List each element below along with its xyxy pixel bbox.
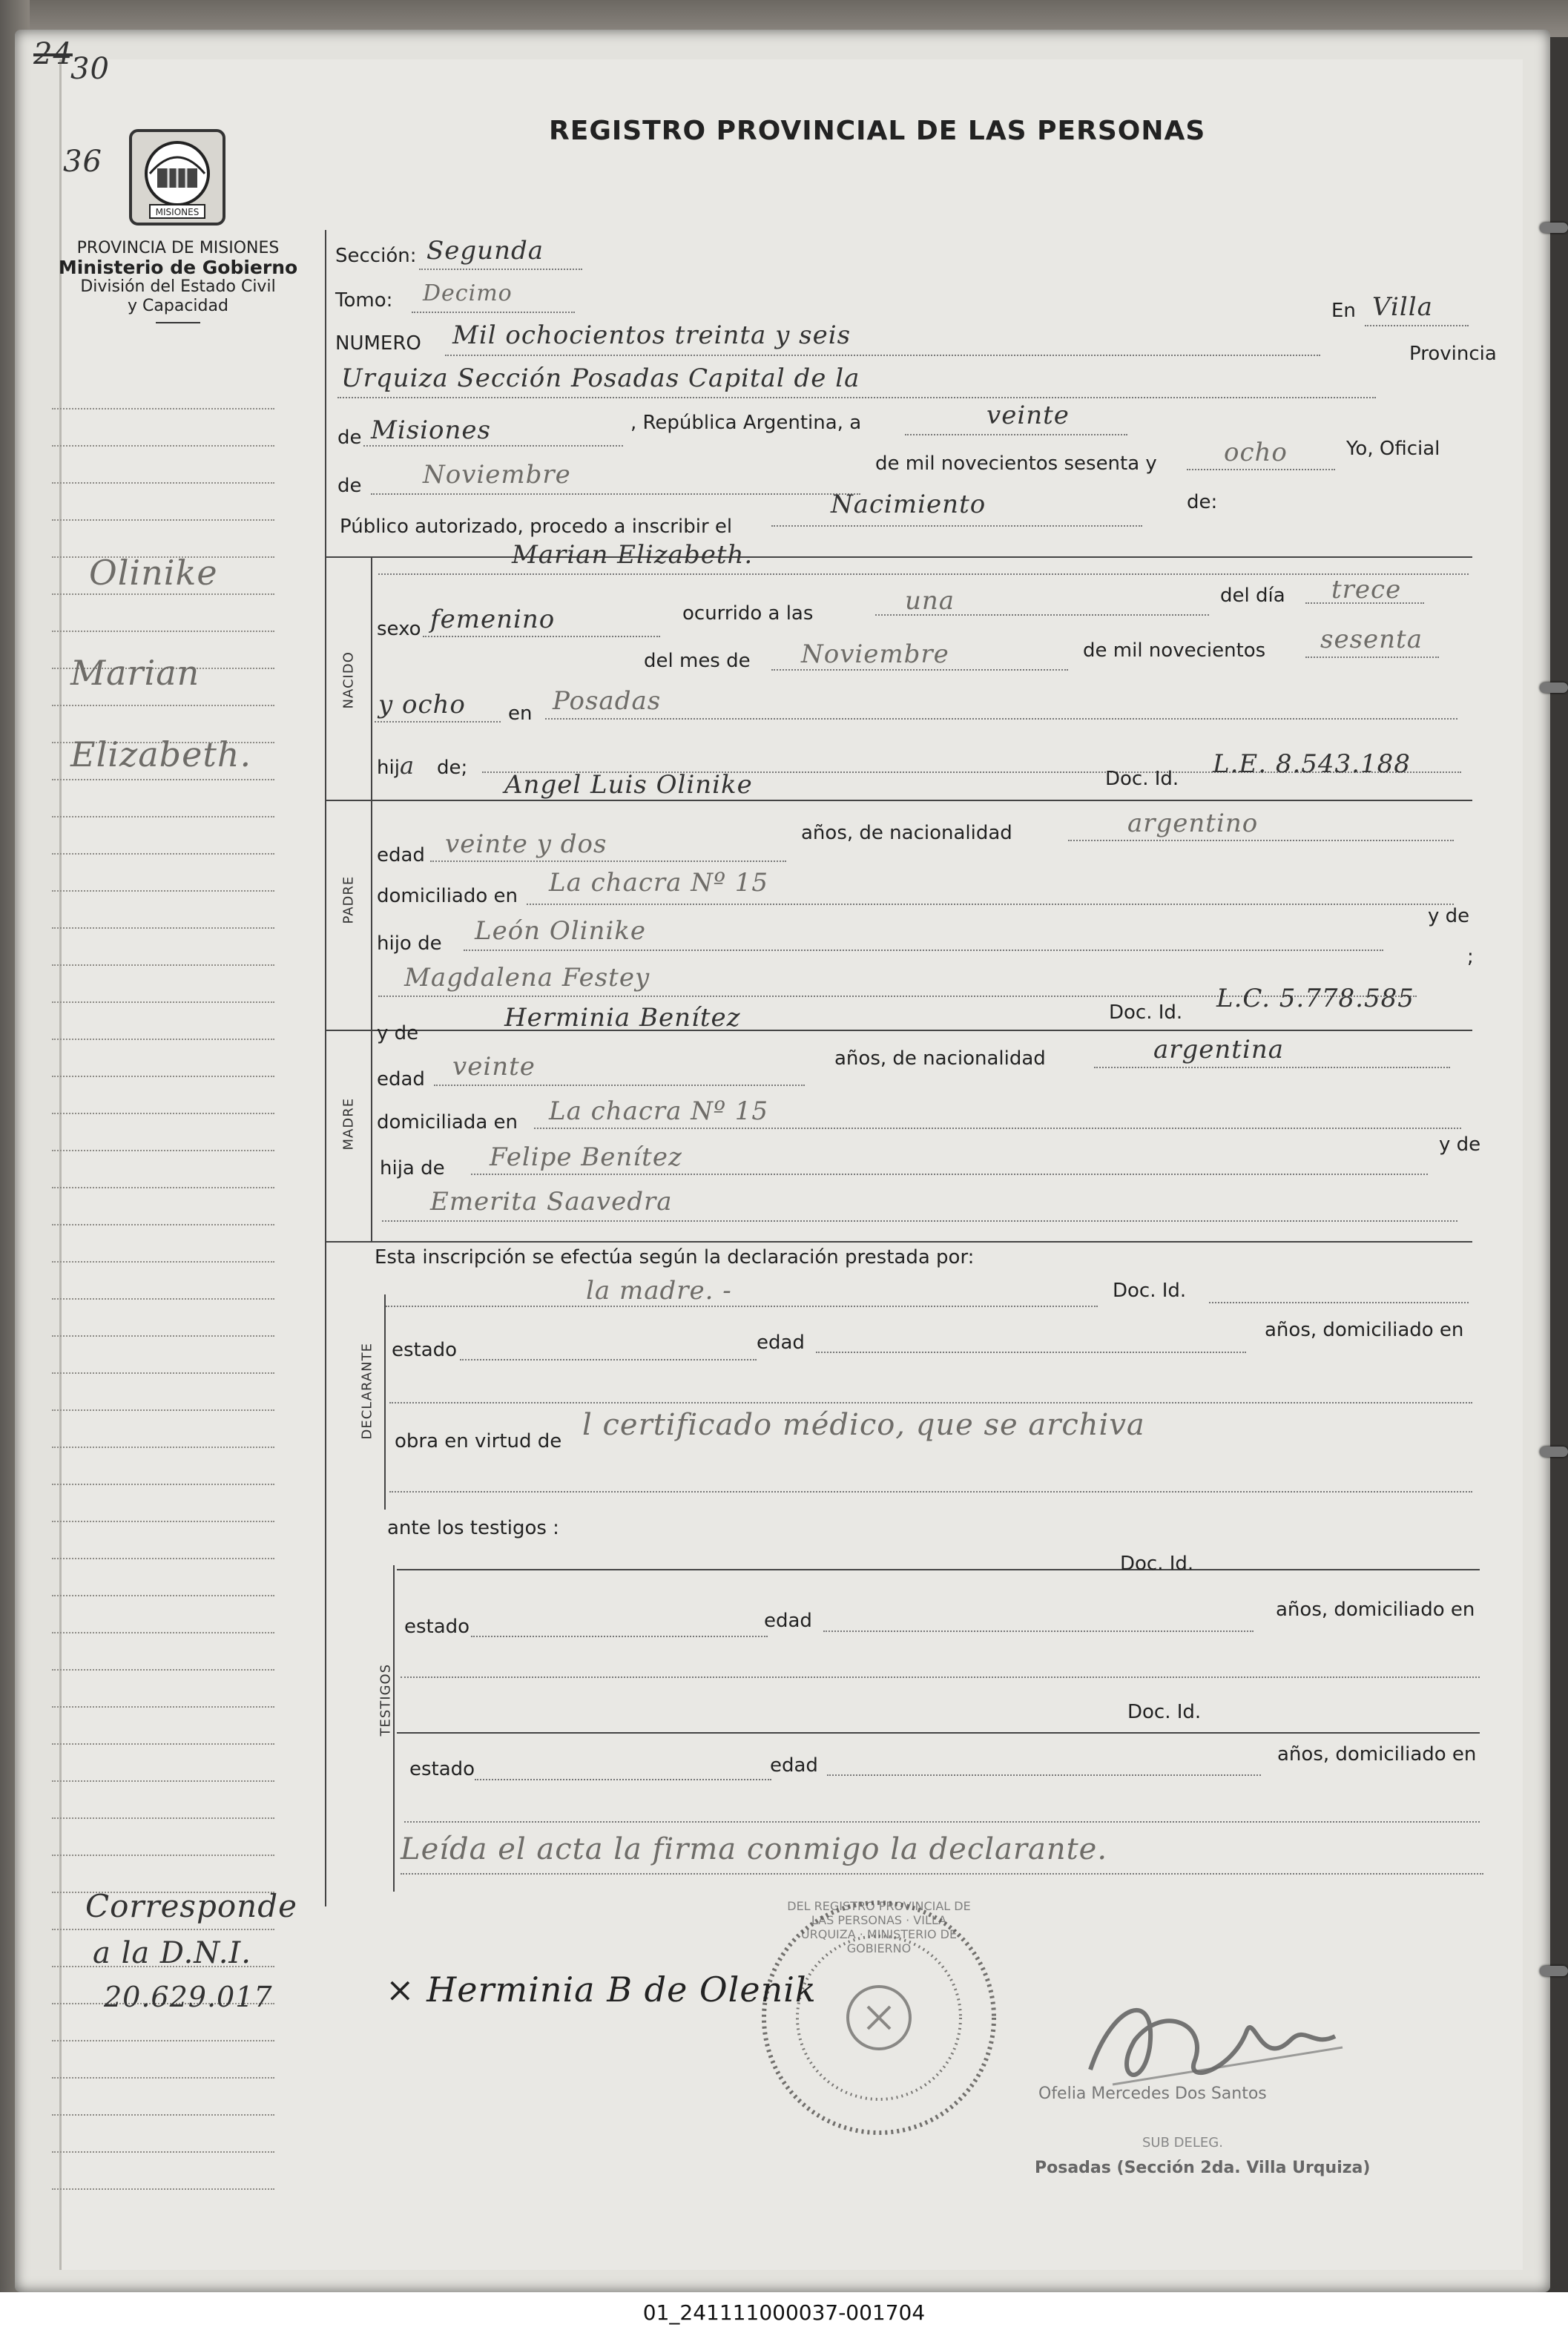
seccion-label: Sección:: [335, 245, 417, 267]
hijo-gender-value: a: [399, 751, 415, 780]
nacido-mil-label: de mil novecientos: [1083, 639, 1266, 662]
coat-of-arms-icon: [128, 128, 227, 227]
en-value: Villa: [1372, 292, 1433, 322]
madre-dom-value: La chacra Nº 15: [549, 1096, 769, 1126]
madre-nac-value: argentina: [1153, 1035, 1285, 1065]
section-label-testigos: TESTIGOS: [378, 1663, 394, 1737]
declarante-edad-label: edad: [757, 1332, 805, 1354]
capacity-label: y Capacidad: [128, 297, 228, 315]
nacido-anio-value-1: sesenta: [1320, 625, 1423, 654]
division-label: División del Estado Civil: [80, 277, 276, 296]
margin-note-corresponde: Corresponde: [85, 1888, 297, 1924]
padre-name-value: Angel Luis Olinike: [504, 770, 753, 800]
acto-value: Nacimiento: [831, 490, 986, 519]
tomo-value: Decimo: [423, 280, 513, 306]
obra-value: l certificado médico, que se archiva: [582, 1408, 1145, 1442]
nacido-mes-value: Noviembre: [801, 639, 949, 669]
padre-hijo-label: hijo de: [377, 932, 442, 955]
tomo-label: Tomo:: [335, 289, 393, 312]
page-number-struck: 24: [33, 37, 73, 71]
madre-hija-value: Felipe Benítez: [490, 1142, 682, 1172]
ministry-label: Ministerio de Gobierno: [58, 257, 298, 278]
padre-doc-label: Doc. Id.: [1105, 768, 1179, 790]
binder-ring: [1540, 682, 1568, 693]
declarante-signature: × Herminia B de Olenik: [386, 1970, 817, 2010]
ministry-divider: [156, 322, 200, 323]
year-value: ocho: [1224, 438, 1288, 467]
de-label-2: de: [337, 475, 362, 497]
madre-hija-label: hija de: [380, 1157, 445, 1179]
margin-note-surname: Olinike: [89, 553, 218, 593]
mil-label: de mil novecientos sesenta y: [875, 453, 1157, 475]
leida-text: Leída el acta la firma conmigo la declarante.: [401, 1832, 1108, 1866]
madre-name-value: Herminia Benítez: [504, 1003, 741, 1033]
madre-doc-label: Doc. Id.: [1109, 1001, 1183, 1024]
padre-nac-label: años, de nacionalidad: [801, 822, 1012, 844]
obra-label: obra en virtud de: [395, 1430, 562, 1452]
hora-value: una: [905, 586, 955, 616]
testigos-intro: ante los testigos :: [387, 1517, 559, 1539]
de-colon-label: de:: [1187, 491, 1218, 513]
nacido-anio-value-2: y ocho: [378, 690, 466, 720]
en-label: En: [1331, 300, 1356, 322]
lugar-value: Posadas: [553, 686, 662, 716]
yo-label: Yo, Oficial: [1346, 438, 1440, 460]
margin-note-dni: a la D.N.I.: [93, 1936, 251, 1970]
form-left-border: [325, 230, 326, 1906]
place-line-value: Urquiza Sección Posadas Capital de la: [341, 363, 860, 393]
sexo-value: femenino: [430, 605, 556, 634]
del-mes-label: del mes de: [644, 650, 751, 672]
testigo2-edad-label: edad: [770, 1754, 818, 1777]
padre-madre-value: Magdalena Festey: [404, 963, 650, 993]
section-label-madre: MADRE: [340, 1097, 357, 1151]
testigo2-estado-label: estado: [409, 1758, 475, 1780]
dia-value: veinte: [986, 401, 1070, 430]
section-label-padre: PADRE: [340, 875, 357, 924]
padre-edad-label: edad: [377, 844, 425, 866]
province-label: PROVINCIA DE MISIONES: [76, 239, 280, 257]
binder-ring: [1540, 1966, 1568, 1976]
ministry-block: [37, 239, 319, 323]
official-place: Posadas (Sección 2da. Villa Urquiza): [1035, 2159, 1371, 2177]
sexo-label: sexo: [377, 618, 421, 640]
padre-doc-value: L.E. 8.543.188: [1213, 749, 1411, 779]
official-name: Ofelia Mercedes Dos Santos: [1038, 2084, 1267, 2103]
republica-label: , República Argentina, a: [630, 412, 862, 434]
testigo1-anios-label: años, domiciliado en: [1276, 1599, 1475, 1621]
page-number-written: 30: [70, 52, 110, 86]
testigo2-doc-label: Doc. Id.: [1127, 1701, 1202, 1723]
de-value: Misiones: [371, 415, 491, 445]
padre-dom-value: La chacra Nº 15: [549, 868, 769, 898]
declaracion-intro: Esta inscripción se efectúa según la declaración prestada por:: [375, 1246, 975, 1268]
nacido-en-label: en: [508, 702, 533, 725]
padre-nac-value: argentino: [1127, 809, 1259, 838]
ocurrido-label: ocurrido a las: [682, 602, 814, 625]
declarante-doc-label: Doc. Id.: [1113, 1280, 1187, 1302]
declarante-value: la madre. -: [586, 1276, 732, 1306]
madre-edad-value: veinte: [452, 1052, 536, 1082]
margin-note-firstname: Marian: [70, 653, 200, 693]
footer-image-id: 01_241111000037-001704: [0, 2292, 1568, 2333]
madre-edad-label: edad: [377, 1068, 425, 1090]
document-title: REGISTRO PROVINCIAL DE LAS PERSONAS: [549, 116, 1206, 146]
testigo1-estado-label: estado: [404, 1616, 470, 1638]
official-stamp-text: DEL REGISTRO PROVINCIAL DE LAS PERSONAS · VILLA URQUIZA · MINISTERIO DE GOBIERNO: [787, 1899, 971, 1955]
padre-edad-value: veinte y dos: [445, 829, 607, 859]
nacido-name-value: Marian Elizabeth.: [512, 540, 754, 570]
madre-yde-label: y de: [377, 1022, 419, 1044]
testigo1-doc-label: Doc. Id.: [1120, 1553, 1194, 1575]
testigo1-edad-label: edad: [764, 1610, 812, 1632]
page-number-side: 36: [63, 145, 102, 179]
madre-doc-value: L.C. 5.778.585: [1216, 984, 1414, 1013]
nacido-dia-value: trece: [1331, 575, 1402, 605]
official-title: SUB DELEG.: [1142, 2135, 1223, 2151]
mes-value: Noviembre: [423, 460, 571, 490]
madre-dom-label: domiciliada en: [377, 1111, 518, 1133]
testigo2-anios-label: años, domiciliado en: [1277, 1743, 1477, 1766]
margin-note-dni-number: 20.629.017: [104, 1981, 273, 2013]
numero-label: NUMERO: [335, 332, 421, 355]
madre-madre-value: Emerita Saavedra: [430, 1187, 673, 1217]
padre-hijo-value: León Olinike: [475, 916, 646, 946]
del-dia-label: del día: [1220, 585, 1285, 607]
hijo-label-a: hija de;: [377, 751, 468, 780]
provincia-label: Provincia: [1409, 343, 1497, 365]
section-label-declarante: DECLARANTE: [359, 1343, 375, 1440]
section-label-nacido: NACIDO: [340, 651, 357, 709]
seccion-value: Segunda: [426, 236, 544, 266]
numero-value: Mil ochocientos treinta y seis: [452, 320, 851, 350]
padre-yde-label: y de: [1428, 905, 1470, 927]
binder-ring: [1540, 223, 1568, 233]
margin-note-middlename: Elizabeth.: [70, 734, 252, 774]
declarante-anios-label: años, domiciliado en: [1265, 1319, 1464, 1341]
publico-label: Público autorizado, procedo a inscribir el: [340, 516, 733, 538]
binder-ring: [1540, 1447, 1568, 1457]
de-label: de: [337, 427, 362, 449]
madre-nac-label: años, de nacionalidad: [834, 1047, 1046, 1070]
madre-yde2-label: y de: [1439, 1133, 1481, 1156]
declarante-estado-label: estado: [392, 1339, 458, 1361]
padre-semicolon: ;: [1467, 946, 1474, 968]
seal-text: MISIONES: [155, 207, 200, 217]
padre-dom-label: domiciliado en: [377, 885, 518, 907]
